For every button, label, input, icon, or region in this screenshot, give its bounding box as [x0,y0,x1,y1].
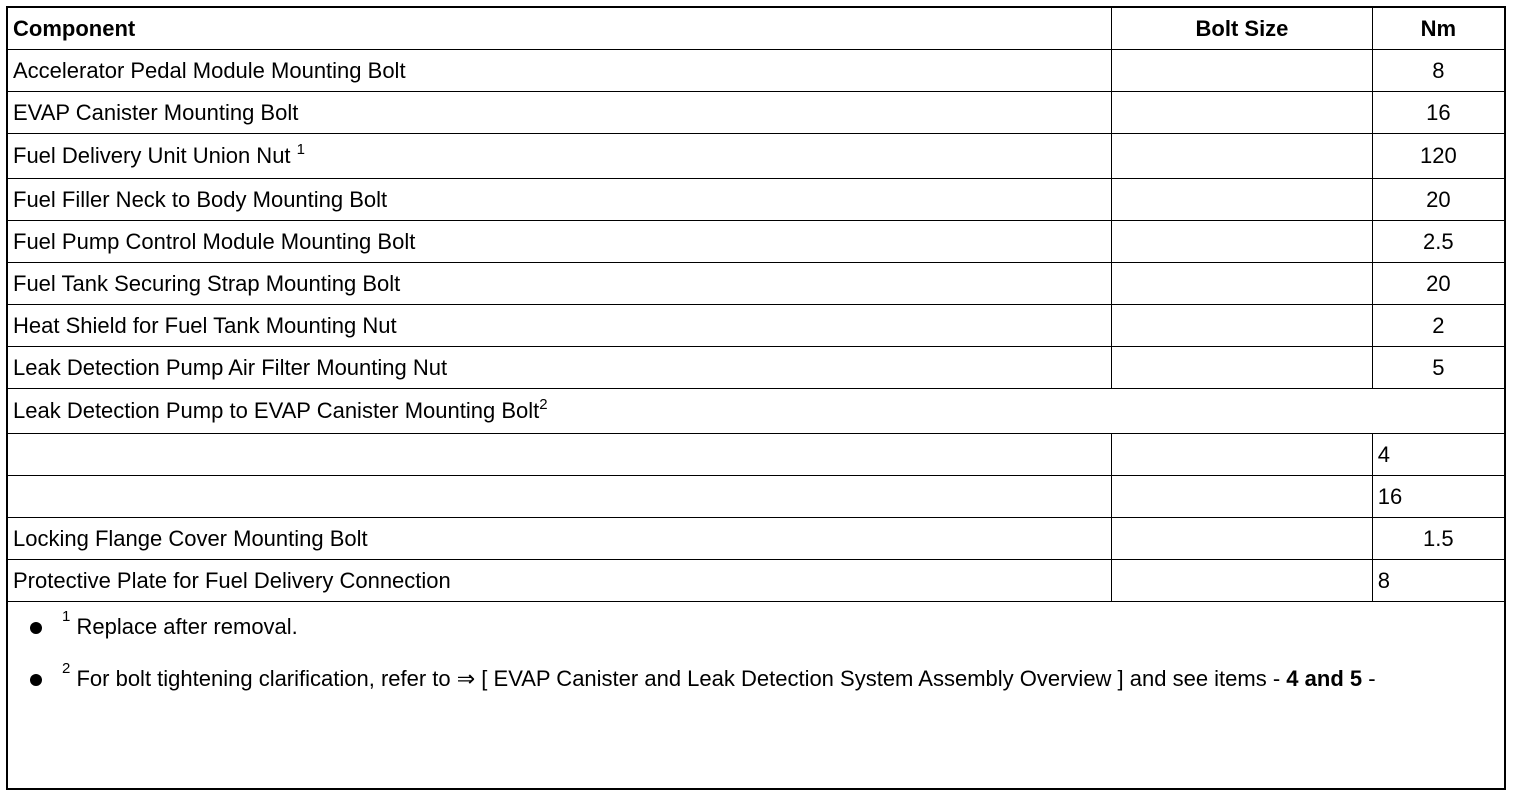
nm-cell: 16 [1372,476,1505,518]
table-row [7,347,1505,389]
component-cell [7,476,1112,518]
footnote-item [26,608,1486,642]
bolt-size-cell [1112,434,1372,476]
bullet-icon [30,622,42,634]
footnotes [26,608,1486,716]
bolt-size-cell [1112,305,1372,347]
nm-cell: 8 [1372,560,1505,602]
table-row [7,50,1505,92]
component-cell: Heat Shield for Fuel Tank Mounting Nut [7,305,1112,347]
component-cell [7,134,1112,179]
component-cell: Fuel Tank Securing Strap Mounting Bolt [7,263,1112,305]
table-row [7,263,1505,305]
table-row [7,305,1505,347]
nm-cell: 2 [1372,305,1505,347]
table-row [7,560,1505,602]
bolt-size-cell [1112,134,1372,179]
bolt-size-cell [1112,221,1372,263]
group-component-text: Leak Detection Pump to EVAP Canister Mounting Bolt [13,398,540,423]
component-cell: Protective Plate for Fuel Delivery Connection [7,560,1112,602]
nm-cell: 4 [1372,434,1505,476]
nm-cell: 1.5 [1372,518,1505,560]
bolt-size-cell [1112,347,1372,389]
table-row [7,179,1505,221]
bolt-size-cell [1112,476,1372,518]
footnote-text: Replace after removal. [76,614,298,639]
bolt-size-cell [1112,50,1372,92]
component-cell: EVAP Canister Mounting Bolt [7,92,1112,134]
nm-cell: 120 [1372,134,1505,179]
table-row [7,92,1505,134]
table-row [7,518,1505,560]
group-component-cell [7,389,1505,434]
component-cell: Locking Flange Cover Mounting Bolt [7,518,1112,560]
footnote-text-end: - [1362,666,1376,691]
component-cell: Fuel Filler Neck to Body Mounting Bolt [7,179,1112,221]
header-component: Component [7,7,1112,50]
footnote-number: 1 [62,608,71,625]
component-cell: Accelerator Pedal Module Mounting Bolt [7,50,1112,92]
component-cell: Fuel Pump Control Module Mounting Bolt [7,221,1112,263]
footnote-ref: 1 [296,141,306,158]
nm-cell: 16 [1372,92,1505,134]
group-sub-row [7,476,1505,518]
group-sub-row [7,434,1505,476]
component-text: Fuel Delivery Unit Union Nut [13,143,291,168]
bolt-size-cell [1112,560,1372,602]
table-row [7,221,1505,263]
torque-spec-table [6,6,1506,602]
footnote-items-ref: 4 and 5 [1286,666,1363,691]
nm-cell: 20 [1372,263,1505,305]
nm-cell: 20 [1372,179,1505,221]
nm-cell: 2.5 [1372,221,1505,263]
bolt-size-cell [1112,518,1372,560]
component-cell: Leak Detection Pump Air Filter Mounting Nut [7,347,1112,389]
footnote-ref: 2 [539,396,548,413]
header-nm: Nm [1372,7,1505,50]
bullet-icon [30,674,42,686]
header-bolt-size: Bolt Size [1112,7,1372,50]
group-header-row [7,389,1505,434]
bolt-size-cell [1112,263,1372,305]
nm-cell: 5 [1372,347,1505,389]
bolt-size-cell [1112,92,1372,134]
bolt-size-cell [1112,179,1372,221]
component-cell [7,434,1112,476]
table-row [7,134,1505,179]
nm-cell: 8 [1372,50,1505,92]
table-header-row [7,7,1505,50]
footnote-item [26,660,1486,694]
footnote-number: 2 [62,660,71,677]
footnote-text[interactable]: For bolt tightening clarification, refer to ⇒ [ EVAP Canister and Leak Detection System Assembly Overview ] and see items - [76,666,1287,691]
